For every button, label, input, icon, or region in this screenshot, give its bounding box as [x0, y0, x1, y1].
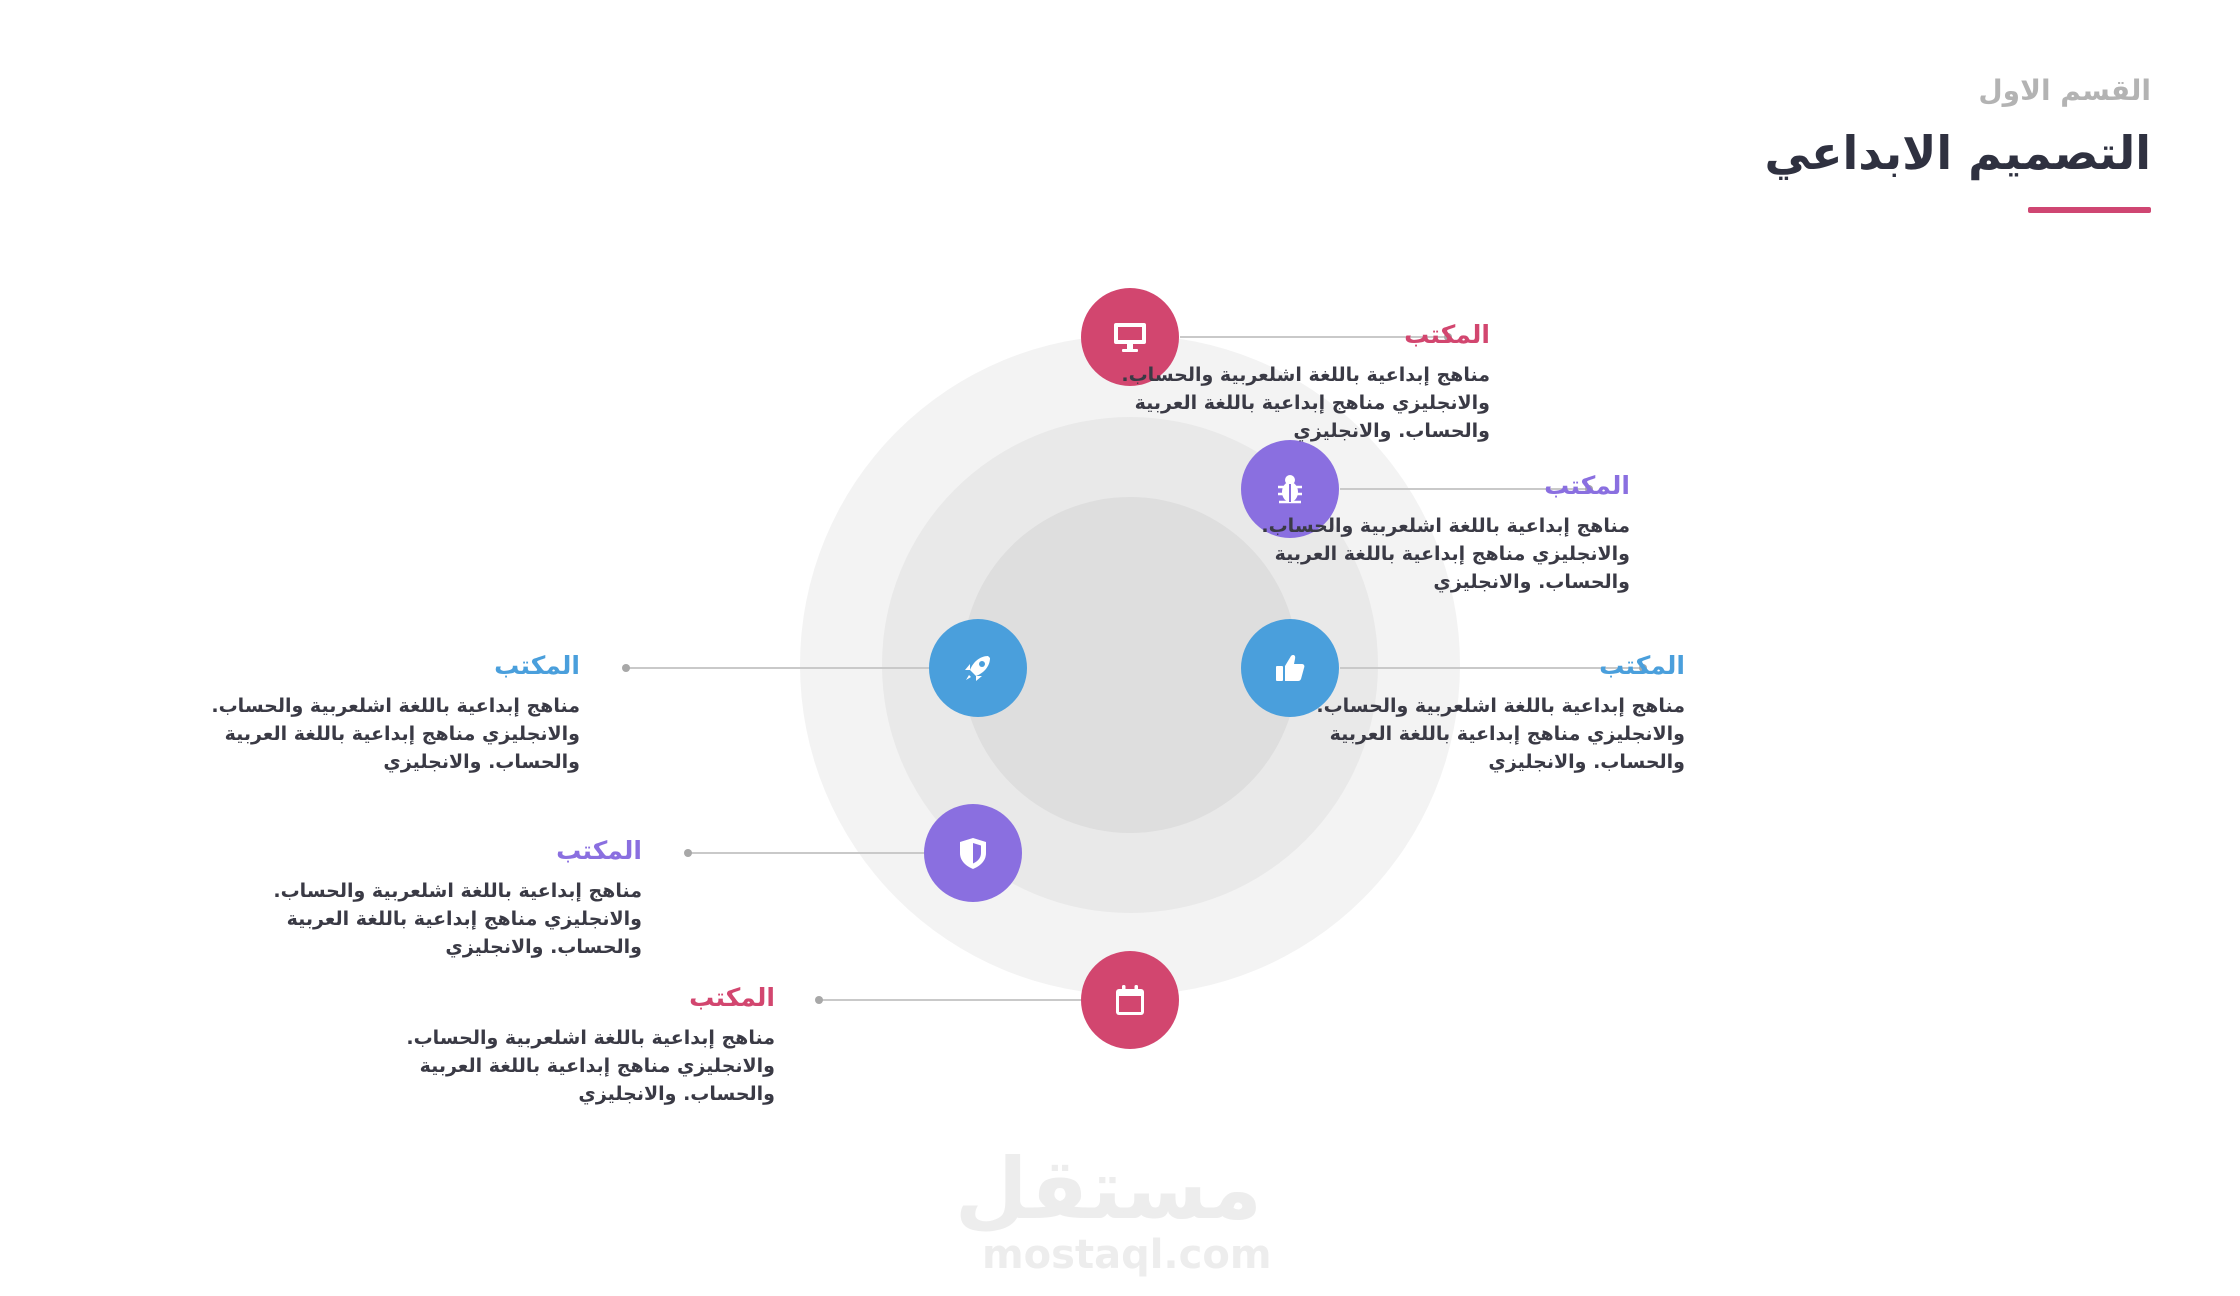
item-shield — [262, 836, 642, 961]
item-line: والحساب. والانجليزي — [383, 751, 580, 773]
item-body — [1250, 512, 1630, 596]
item-line: مناهج إبداعية باللغة اشلعربية والحساب. — [1121, 364, 1490, 386]
item-line: مناهج إبداعية باللغة اشلعربية والحساب. — [406, 1027, 775, 1049]
item-bug — [1250, 471, 1630, 596]
item-monitor — [1110, 320, 1490, 445]
item-title: المكتب — [1544, 471, 1630, 500]
item-line: والانجليزي مناهج إبداعية باللغة العربية — [419, 1055, 775, 1077]
item-line: مناهج إبداعية باللغة اشلعربية والحساب. — [1316, 695, 1685, 717]
item-title: المكتب — [689, 983, 775, 1012]
item-line: والحساب. والانجليزي — [1433, 571, 1630, 593]
item-calendar — [395, 983, 775, 1108]
item-body — [395, 1024, 775, 1108]
thumbs-up-icon — [1270, 648, 1310, 688]
item-title: المكتب — [1404, 320, 1490, 349]
item-line: والانجليزي مناهج إبداعية باللغة العربية — [224, 723, 580, 745]
item-rocket — [200, 651, 580, 776]
watermark-latin: mostaql.com — [982, 1232, 1272, 1278]
item-line: والحساب. والانجليزي — [445, 936, 642, 958]
item-body — [1110, 361, 1490, 445]
connector-dot-shield — [684, 849, 692, 857]
calendar-icon — [1110, 980, 1150, 1020]
item-line: والانجليزي مناهج إبداعية باللغة العربية — [1329, 723, 1685, 745]
page-title: التصميم الابداعي — [1764, 126, 2151, 180]
section-subtitle: القسم الاول — [1978, 74, 2151, 107]
rocket-icon — [958, 648, 998, 688]
item-body — [262, 877, 642, 961]
shield-icon-circle — [924, 804, 1022, 902]
item-line: مناهج إبداعية باللغة اشلعربية والحساب. — [211, 695, 580, 717]
item-body — [200, 692, 580, 776]
item-line: والحساب. والانجليزي — [1488, 751, 1685, 773]
item-title: المكتب — [1599, 651, 1685, 680]
watermark-arabic: مستقل — [954, 1140, 1262, 1238]
item-body — [1305, 692, 1685, 776]
item-line: والحساب. والانجليزي — [578, 1083, 775, 1105]
item-line: مناهج إبداعية باللغة اشلعربية والحساب. — [1261, 515, 1630, 537]
rocket-icon-circle — [929, 619, 1027, 717]
connector-dot-calendar — [815, 996, 823, 1004]
item-title: المكتب — [556, 836, 642, 865]
item-title: المكتب — [494, 651, 580, 680]
calendar-icon-circle — [1081, 951, 1179, 1049]
item-line: والحساب. والانجليزي — [1293, 420, 1490, 442]
item-thumb — [1305, 651, 1685, 776]
item-line: والانجليزي مناهج إبداعية باللغة العربية — [1274, 543, 1630, 565]
item-line: والانجليزي مناهج إبداعية باللغة العربية — [286, 908, 642, 930]
connector-dot-rocket — [622, 664, 630, 672]
shield-icon — [953, 833, 993, 873]
item-line: مناهج إبداعية باللغة اشلعربية والحساب. — [273, 880, 642, 902]
item-line: والانجليزي مناهج إبداعية باللغة العربية — [1134, 392, 1490, 414]
